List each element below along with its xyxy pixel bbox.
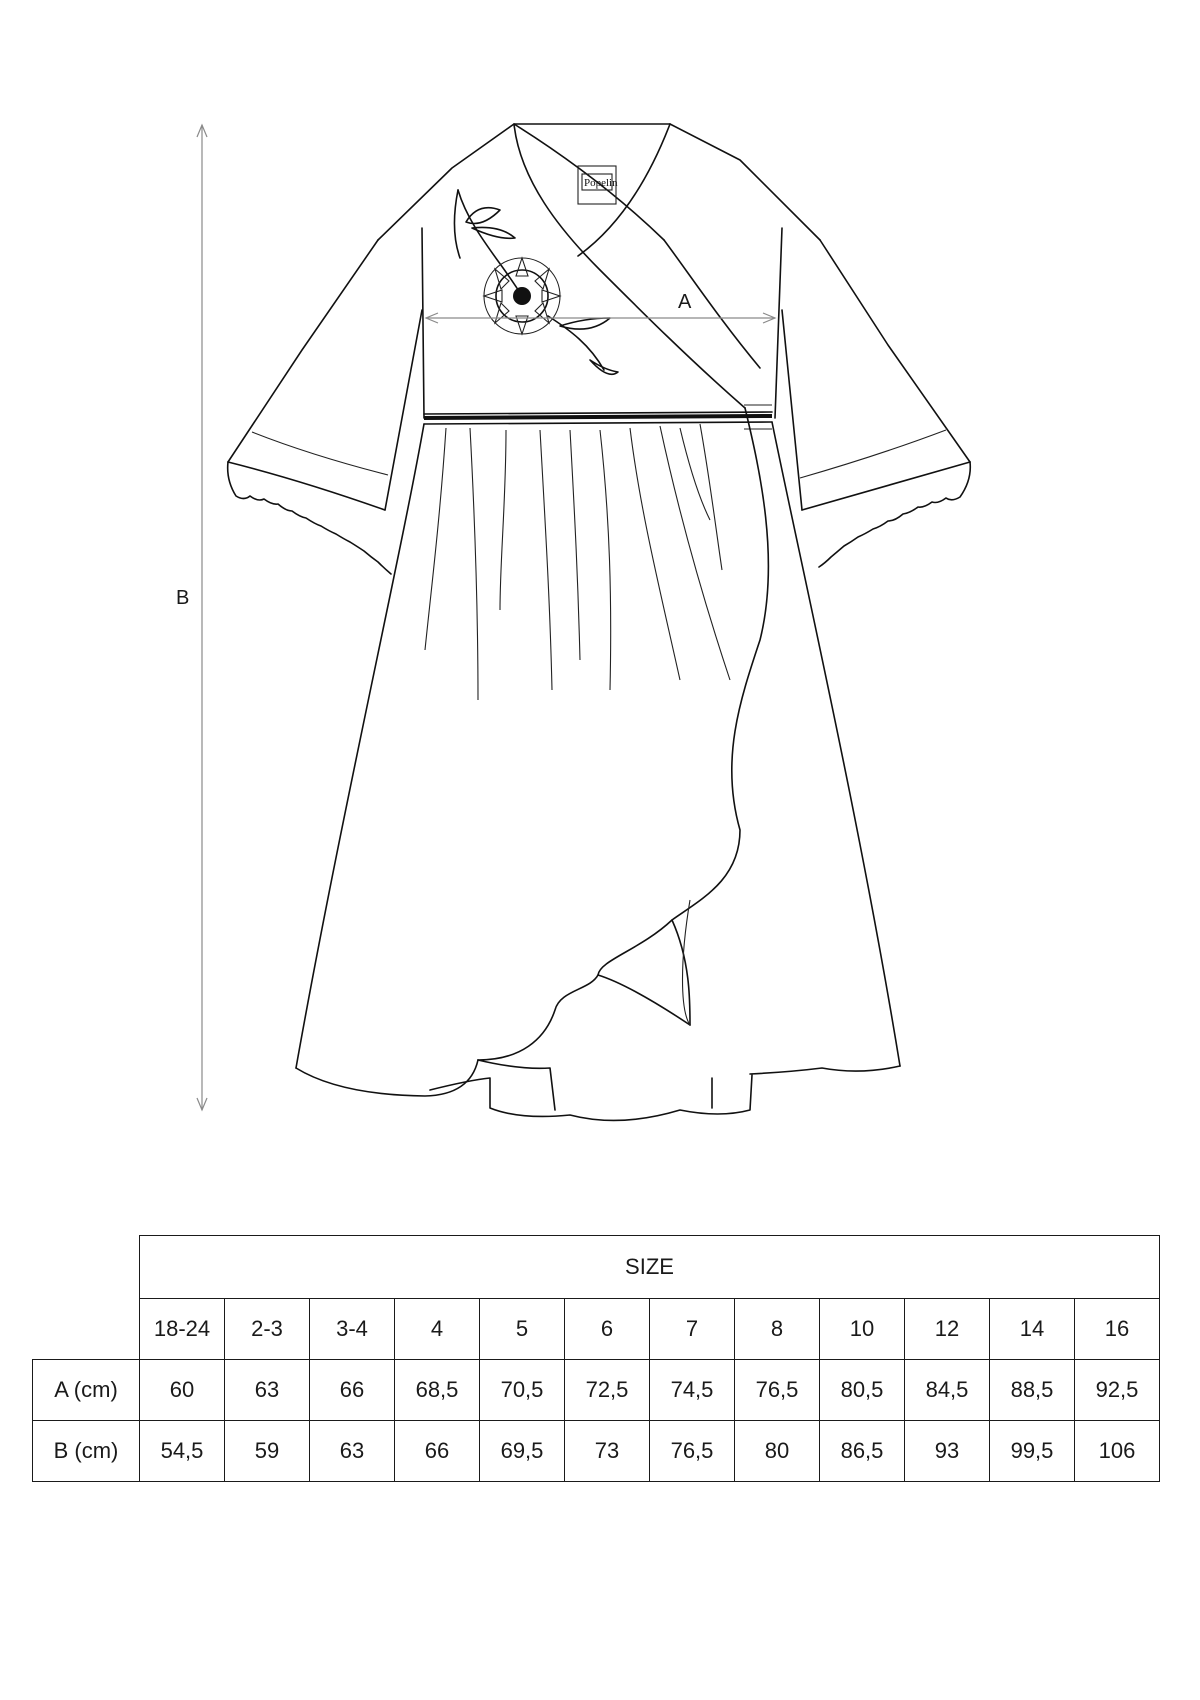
value-cell: 73 xyxy=(565,1421,650,1482)
value-cell: 80 xyxy=(735,1421,820,1482)
measure-b-row xyxy=(33,1421,1160,1482)
value-cell: 99,5 xyxy=(990,1421,1075,1482)
size-cell: 2-3 xyxy=(225,1299,310,1360)
size-cell: 14 xyxy=(990,1299,1075,1360)
table-corner xyxy=(33,1236,140,1299)
value-cell: 84,5 xyxy=(905,1360,990,1421)
row-label: A (cm) xyxy=(33,1360,140,1421)
value-cell: 106 xyxy=(1075,1421,1160,1482)
size-header: SIZE xyxy=(140,1236,1160,1299)
value-cell: 60 xyxy=(140,1360,225,1421)
size-cell: 16 xyxy=(1075,1299,1160,1360)
value-cell: 66 xyxy=(310,1360,395,1421)
value-cell: 76,5 xyxy=(735,1360,820,1421)
value-cell: 68,5 xyxy=(395,1360,480,1421)
value-cell: 76,5 xyxy=(650,1421,735,1482)
measure-a-label: A xyxy=(678,291,692,313)
size-cell: 3-4 xyxy=(310,1299,395,1360)
value-cell: 63 xyxy=(225,1360,310,1421)
flower-embroidery xyxy=(454,190,618,374)
size-cell: 18-24 xyxy=(140,1299,225,1360)
size-row xyxy=(33,1299,1160,1360)
table-corner xyxy=(33,1299,140,1360)
value-cell: 66 xyxy=(395,1421,480,1482)
value-cell: 72,5 xyxy=(565,1360,650,1421)
value-cell: 93 xyxy=(905,1421,990,1482)
size-cell: 4 xyxy=(395,1299,480,1360)
value-cell: 70,5 xyxy=(480,1360,565,1421)
value-cell: 54,5 xyxy=(140,1421,225,1482)
svg-text:Popelin: Popelin xyxy=(584,177,618,189)
dress-outline xyxy=(228,124,971,1120)
size-cell: 7 xyxy=(650,1299,735,1360)
size-table xyxy=(32,1235,1160,1482)
value-cell: 86,5 xyxy=(820,1421,905,1482)
size-cell: 6 xyxy=(565,1299,650,1360)
value-cell: 63 xyxy=(310,1421,395,1482)
value-cell: 80,5 xyxy=(820,1360,905,1421)
row-label: B (cm) xyxy=(33,1421,140,1482)
size-cell: 10 xyxy=(820,1299,905,1360)
measure-b-label: B xyxy=(176,587,190,609)
value-cell: 92,5 xyxy=(1075,1360,1160,1421)
value-cell: 88,5 xyxy=(990,1360,1075,1421)
size-cell: 5 xyxy=(480,1299,565,1360)
size-cell: 12 xyxy=(905,1299,990,1360)
value-cell: 59 xyxy=(225,1421,310,1482)
value-cell: 74,5 xyxy=(650,1360,735,1421)
size-cell: 8 xyxy=(735,1299,820,1360)
measure-a-row xyxy=(33,1360,1160,1421)
value-cell: 69,5 xyxy=(480,1421,565,1482)
measure-b-line xyxy=(197,125,207,1110)
